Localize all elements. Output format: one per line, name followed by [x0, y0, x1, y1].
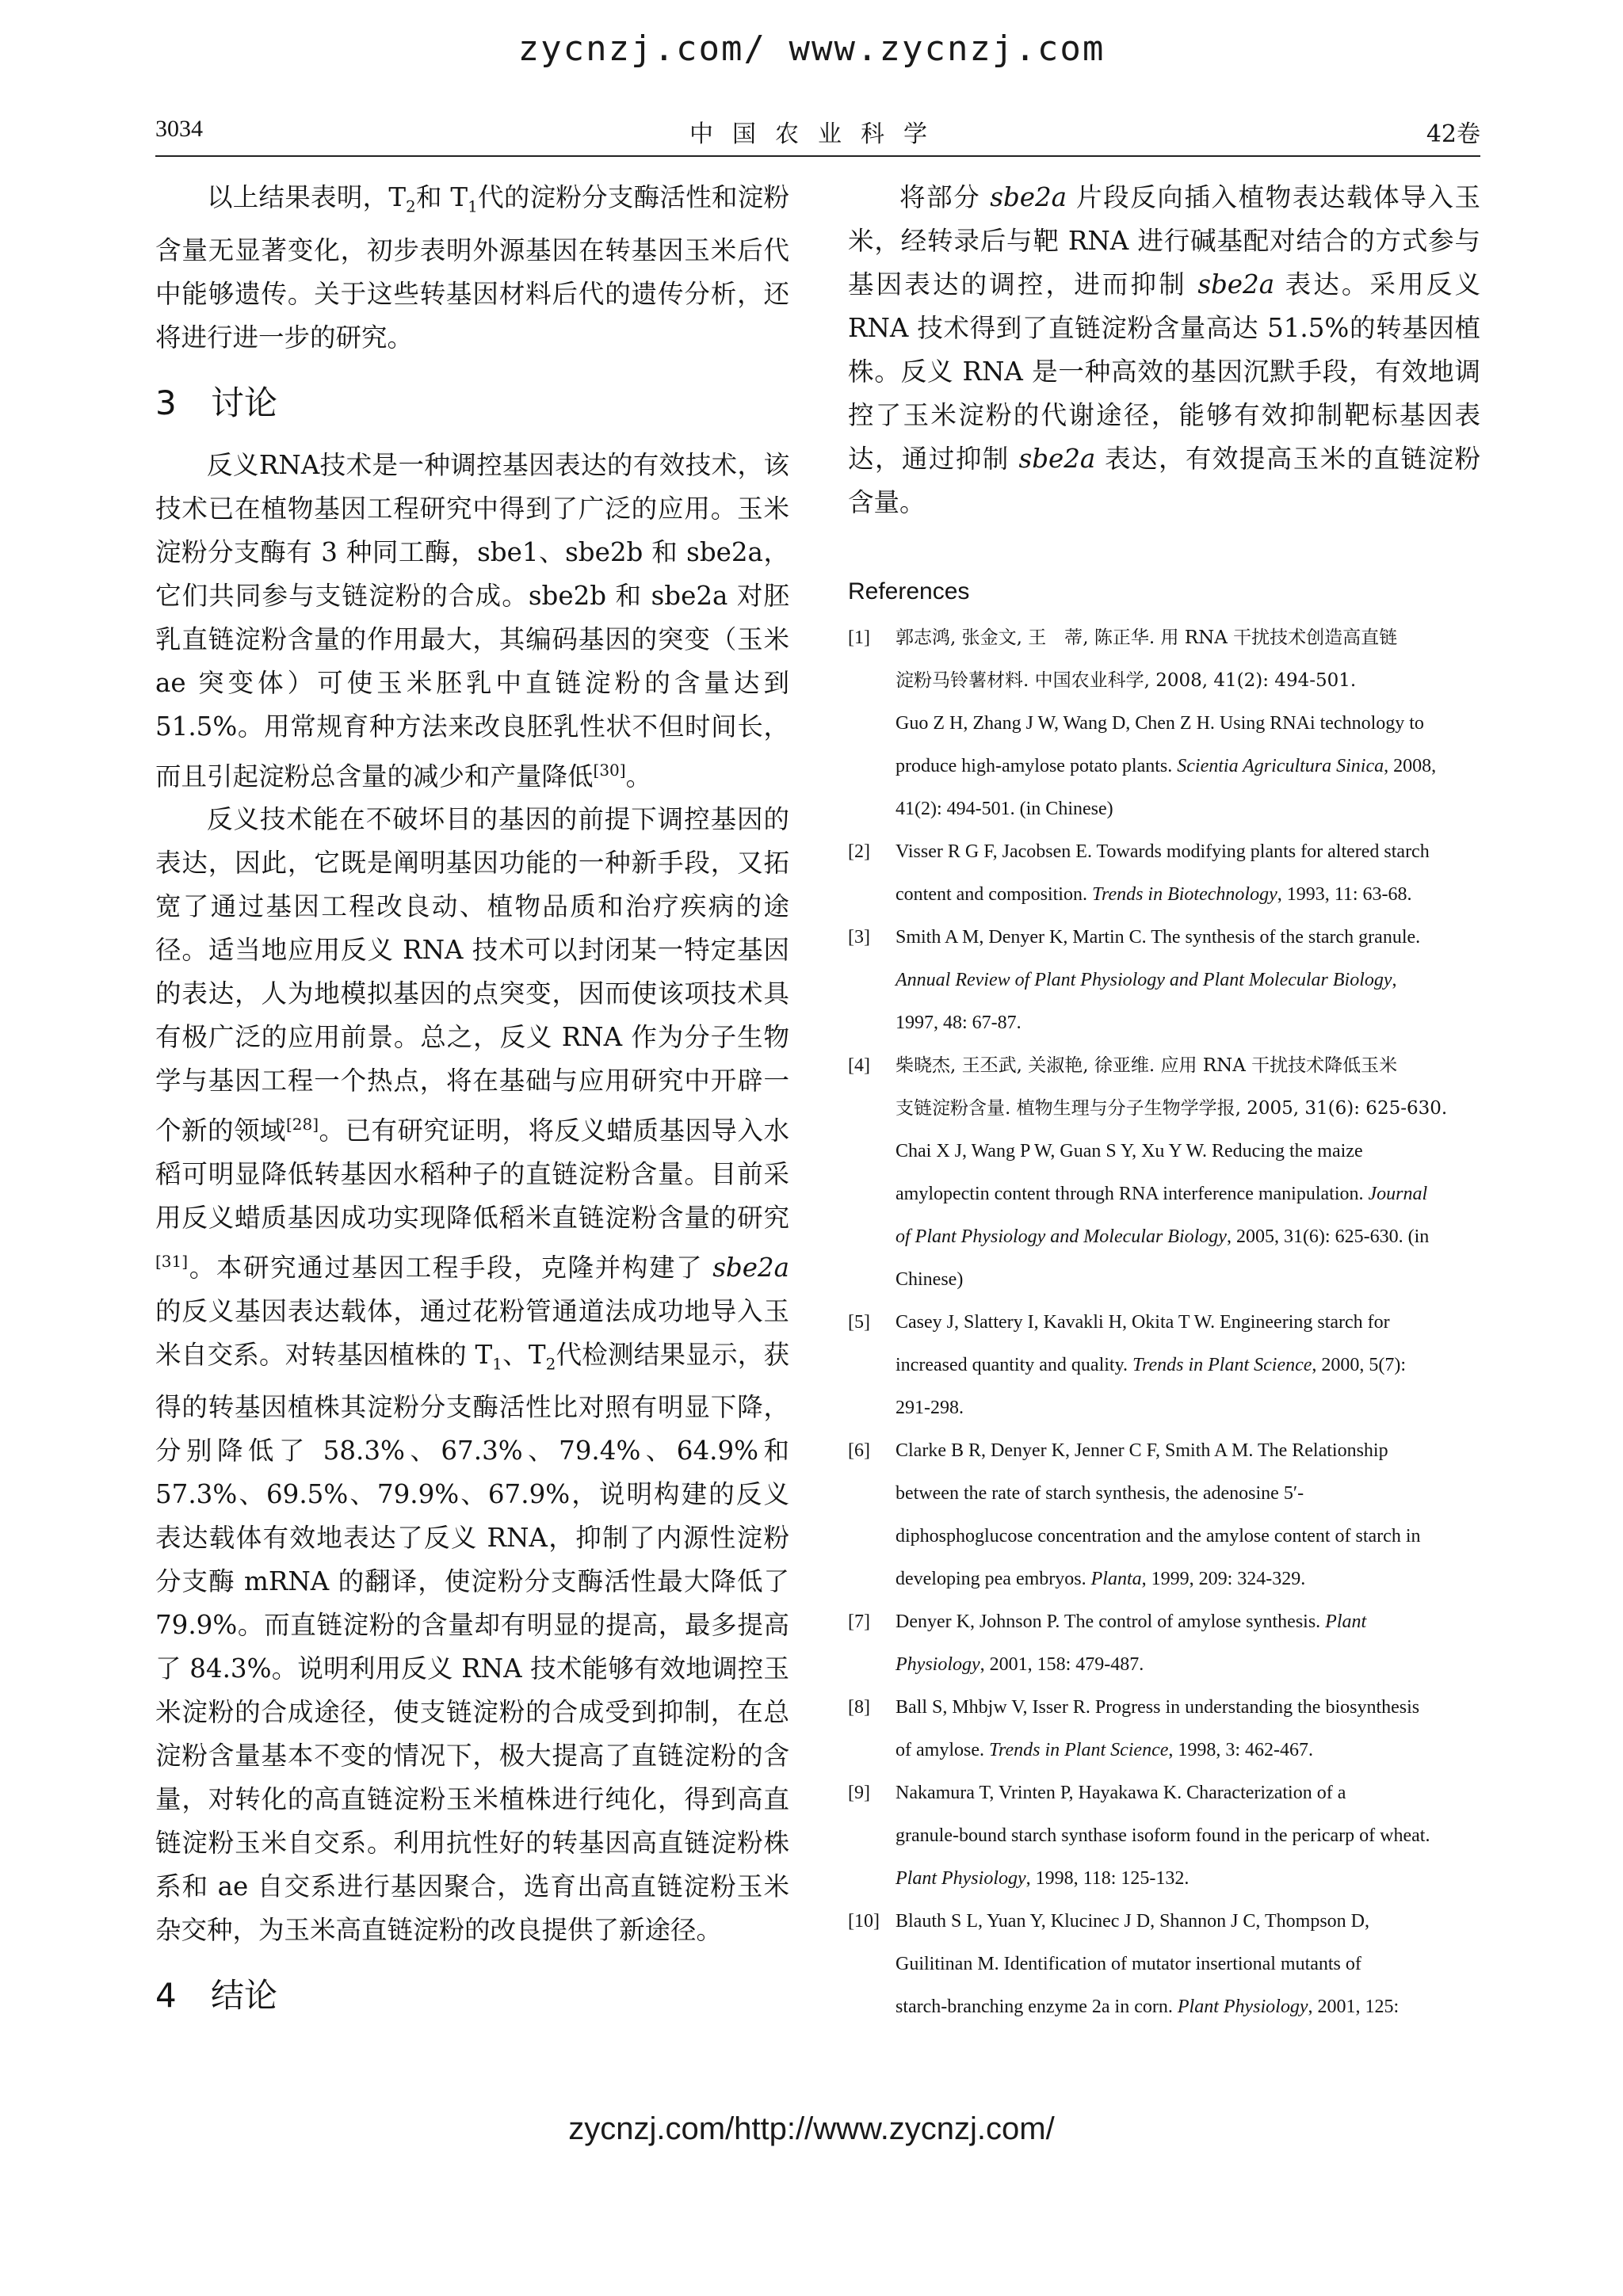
reference-line: Blauth S L, Yuan Y, Klucinec J D, Shannon J C, Thompson D, — [896, 1911, 1369, 1932]
reference-number: [1] — [848, 627, 870, 648]
reference-line: diphosphoglucose concentration and the amylose content of starch in — [896, 1526, 1421, 1547]
reference-line: Guilitinan M. Identification of mutator insertional mutants of — [896, 1954, 1361, 1974]
reference-number: [3] — [848, 927, 870, 948]
reference-line: 柴晓杰, 王丕武, 关淑艳, 徐亚维. 应用 RNA 干扰技术降低玉米 — [896, 1055, 1398, 1076]
reference-line: increased quantity and quality. Trends in Plant Science, 2000, 5(7): — [896, 1355, 1407, 1375]
reference-line: Chinese) — [896, 1269, 964, 1290]
journal-title: 中国农业科学 — [689, 120, 946, 148]
results-paragraph: 以上结果表明，$T_2$和 $T_1$代的淀粉分支酶活性和淀粉含量无显著变化，初步表明外源基因在转基因玉米后代中能够遗传。关于这些转基因材料后代的遗传分析，还将进行进一步的研究。 — [155, 182, 789, 353]
section-heading-conclusion — [155, 1973, 789, 2019]
reference-line: Chai X J, Wang P W, Guan S Y, Xu Y W. Reducing the maize — [896, 1141, 1363, 1161]
reference-item — [848, 1429, 1480, 1600]
reference-line: Casey J, Slattery I, Kavakli H, Okita T W. Engineering starch for — [896, 1312, 1390, 1333]
reference-line: produce high-amylose potato plants. Scientia Agricultura Sinica, 2008, — [896, 756, 1437, 776]
reference-item — [848, 830, 1480, 916]
reference-number: [4] — [848, 1055, 870, 1076]
watermark-top: zycnzj.com/ www.zycnzj.com — [517, 29, 1106, 69]
reference-line: Clarke B R, Denyer K, Jenner C F, Smith A M. The Relationship — [896, 1440, 1388, 1461]
reference-number: [7] — [848, 1611, 870, 1632]
reference-line: 支链淀粉含量. 植物生理与分子生物学学报, 2005, 31(6): 625-630. — [896, 1098, 1448, 1119]
references-heading: References — [848, 578, 970, 605]
discussion-paragraph-1: 反义RNA技术是一种调控基因表达的有效技术，该技术已在植物基因工程研究中得到了广泛的应用。玉米淀粉分支酶有 3 种同工酶，sbe1、sbe2b 和 sbe2a，它们共同参与支链淀粉的合成。sbe2b 和 sbe2a 对胚乳直链淀粉含量的作用最大，其编码基因的突变（玉米 ae 突变体）可使玉米胚乳中直链淀粉的含量达到 51.5%。用常规育种方法来改良胚乳性状不但时间长，而且引起淀粉总含量的减少和产量降低[30]。 — [155, 449, 789, 791]
reference-line: Denyer K, Johnson P. The control of amylose synthesis. Plant — [896, 1611, 1367, 1632]
reference-line: Physiology, 2001, 158: 479-487. — [896, 1654, 1144, 1675]
section-number: 4 — [155, 1976, 177, 2016]
section-heading-discussion — [155, 380, 789, 426]
reference-item — [848, 1900, 1480, 2028]
reference-line: 淀粉马铃薯材料. 中国农业科学, 2008, 41(2): 494-501. — [896, 670, 1357, 691]
reference-line: granule-bound starch synthase isoform found in the pericarp of wheat. — [896, 1825, 1430, 1846]
section-title: 结论 — [211, 1976, 278, 2016]
left-column — [155, 176, 789, 2036]
right-column — [848, 176, 1480, 2028]
reference-item — [848, 1044, 1480, 1301]
running-header — [155, 111, 1480, 157]
reference-item — [848, 916, 1480, 1044]
reference-line: 1997, 48: 67-87. — [896, 1013, 1022, 1033]
reference-line: Annual Review of Plant Physiology and Plant Molecular Biology, — [896, 970, 1397, 990]
section-number: 3 — [155, 383, 177, 422]
volume-label: 42卷 — [1426, 120, 1480, 148]
reference-number: [9] — [848, 1783, 870, 1803]
reference-line: starch-branching enzyme 2a in corn. Plant Physiology, 2001, 125: — [896, 1997, 1400, 2017]
reference-line: Smith A M, Denyer K, Martin C. The synthesis of the starch granule. — [896, 927, 1421, 948]
reference-line: amylopectin content through RNA interference manipulation. Journal — [896, 1184, 1428, 1204]
reference-number: [10] — [848, 1911, 880, 1932]
reference-line: Guo Z H, Zhang J W, Wang D, Chen Z H. Using RNAi technology to — [896, 713, 1424, 734]
reference-line: developing pea embryos. Planta, 1999, 209: 324-329. — [896, 1569, 1306, 1589]
reference-item — [848, 1686, 1480, 1772]
reference-item — [848, 1301, 1480, 1429]
reference-line: Visser R G F, Jacobsen E. Towards modifying plants for altered starch — [896, 841, 1430, 862]
conclusion-paragraph: 将部分 sbe2a 片段反向插入植物表达载体导入玉米，经转录后与靶 RNA 进行碱基配对结合的方式参与基因表达的调控，进而抑制 sbe2a 表达。采用反义 RNA 技术得到了直链淀粉含量高达 51.5%的转基因植株。反义 RNA 是一种高效的基因沉默手段，有效地调控了玉米淀粉的代谢途径，能够有效抑制靶标基因表达，通过抑制 sbe2a 表达，有效提高玉米的直链淀粉含量。 — [848, 182, 1480, 517]
section-title: 讨论 — [211, 383, 278, 422]
reference-item — [848, 1600, 1480, 1686]
reference-line: 41(2): 494-501. (in Chinese) — [896, 799, 1113, 819]
reference-line: 291-298. — [896, 1398, 964, 1418]
reference-line: Ball S, Mhbjw V, Isser R. Progress in understanding the biosynthesis — [896, 1697, 1420, 1718]
reference-item — [848, 1772, 1480, 1900]
reference-item — [848, 616, 1480, 830]
reference-line: Plant Physiology, 1998, 118: 125-132. — [896, 1868, 1190, 1889]
reference-number: [2] — [848, 841, 870, 862]
reference-line: between the rate of starch synthesis, the adenosine 5′- — [896, 1483, 1304, 1504]
page-number: 3034 — [155, 116, 203, 142]
reference-line: of Plant Physiology and Molecular Biology, 2005, 31(6): 625-630. (in — [896, 1226, 1430, 1247]
discussion-paragraph-2: 反义技术能在不破坏目的基因的前提下调控基因的表达，因此，它既是阐明基因功能的一种新手段，又拓宽了通过基因工程改良动、植物品质和治疗疾病的途径。适当地应用反义 RNA 技术可以封闭某一特定基因的表达，人为地模拟基因的点突变，因而使该项技术具有极广泛的应用前景。总之，反义 RNA 作为分子生物学与基因工程一个热点，将在基础与应用研究中开辟一个新的领域[28]。已有研究证明，将反义蜡质基因导入水稻可明显降低转基因水稻种子的直链淀粉含量。目前采用反义蜡质基因成功实现降低稻米直链淀粉含量的研究[31]。本研究通过基因工程手段，克隆并构建了 sbe2a 的反义基因表达载体，通过花粉管通道法成功地导入玉米自交系。对转基因植株的 $T_1$、$T_2$代检测结果显示，获得的转基因植株其淀粉分支酶活性比对照有明显下降，分别降低了 58.3%、67.3%、79.4%、64.9%和 57.3%、69.5%、79.9%、67.9%，说明构建的反义表达载体有效地表达了反义 RNA，抑制了内源性淀粉分支酶 mRNA 的翻译，使淀粉分支酶活性最大降低了 79.9%。而直链淀粉的含量却有明显的提高，最多提高了 84.3%。说明利用反义 RNA 技术能够有效地调控玉米淀粉的合成途径，使支链淀粉的合成受到抑制，在总淀粉含量基本不变的情况下，极大提高了直链淀粉的含量，对转化的高直链淀粉玉米植株进行纯化，得到高直链淀粉玉米自交系。利用抗性好的转基因高直链淀粉株系和 ae 自交系进行基因聚合，选育出高直链淀粉玉米杂交种，为玉米高直链淀粉的改良提供了新途径。 — [155, 804, 789, 1946]
reference-number: [8] — [848, 1697, 870, 1718]
reference-number: [5] — [848, 1312, 870, 1333]
reference-line: Nakamura T, Vrinten P, Hayakawa K. Characterization of a — [896, 1783, 1346, 1803]
reference-line: content and composition. Trends in Biotechnology, 1993, 11: 63-68. — [896, 884, 1412, 905]
watermark-bottom: zycnzj.com/http://www.zycnzj.com/ — [568, 2111, 1055, 2146]
references-list — [848, 616, 1480, 2028]
reference-line: 郭志鸿, 张金文, 王 蒂, 陈正华. 用 RNA 干扰技术创造高直链 — [896, 627, 1398, 648]
reference-number: [6] — [848, 1440, 870, 1461]
reference-line: of amylose. Trends in Plant Science, 1998, 3: 462-467. — [896, 1740, 1314, 1760]
